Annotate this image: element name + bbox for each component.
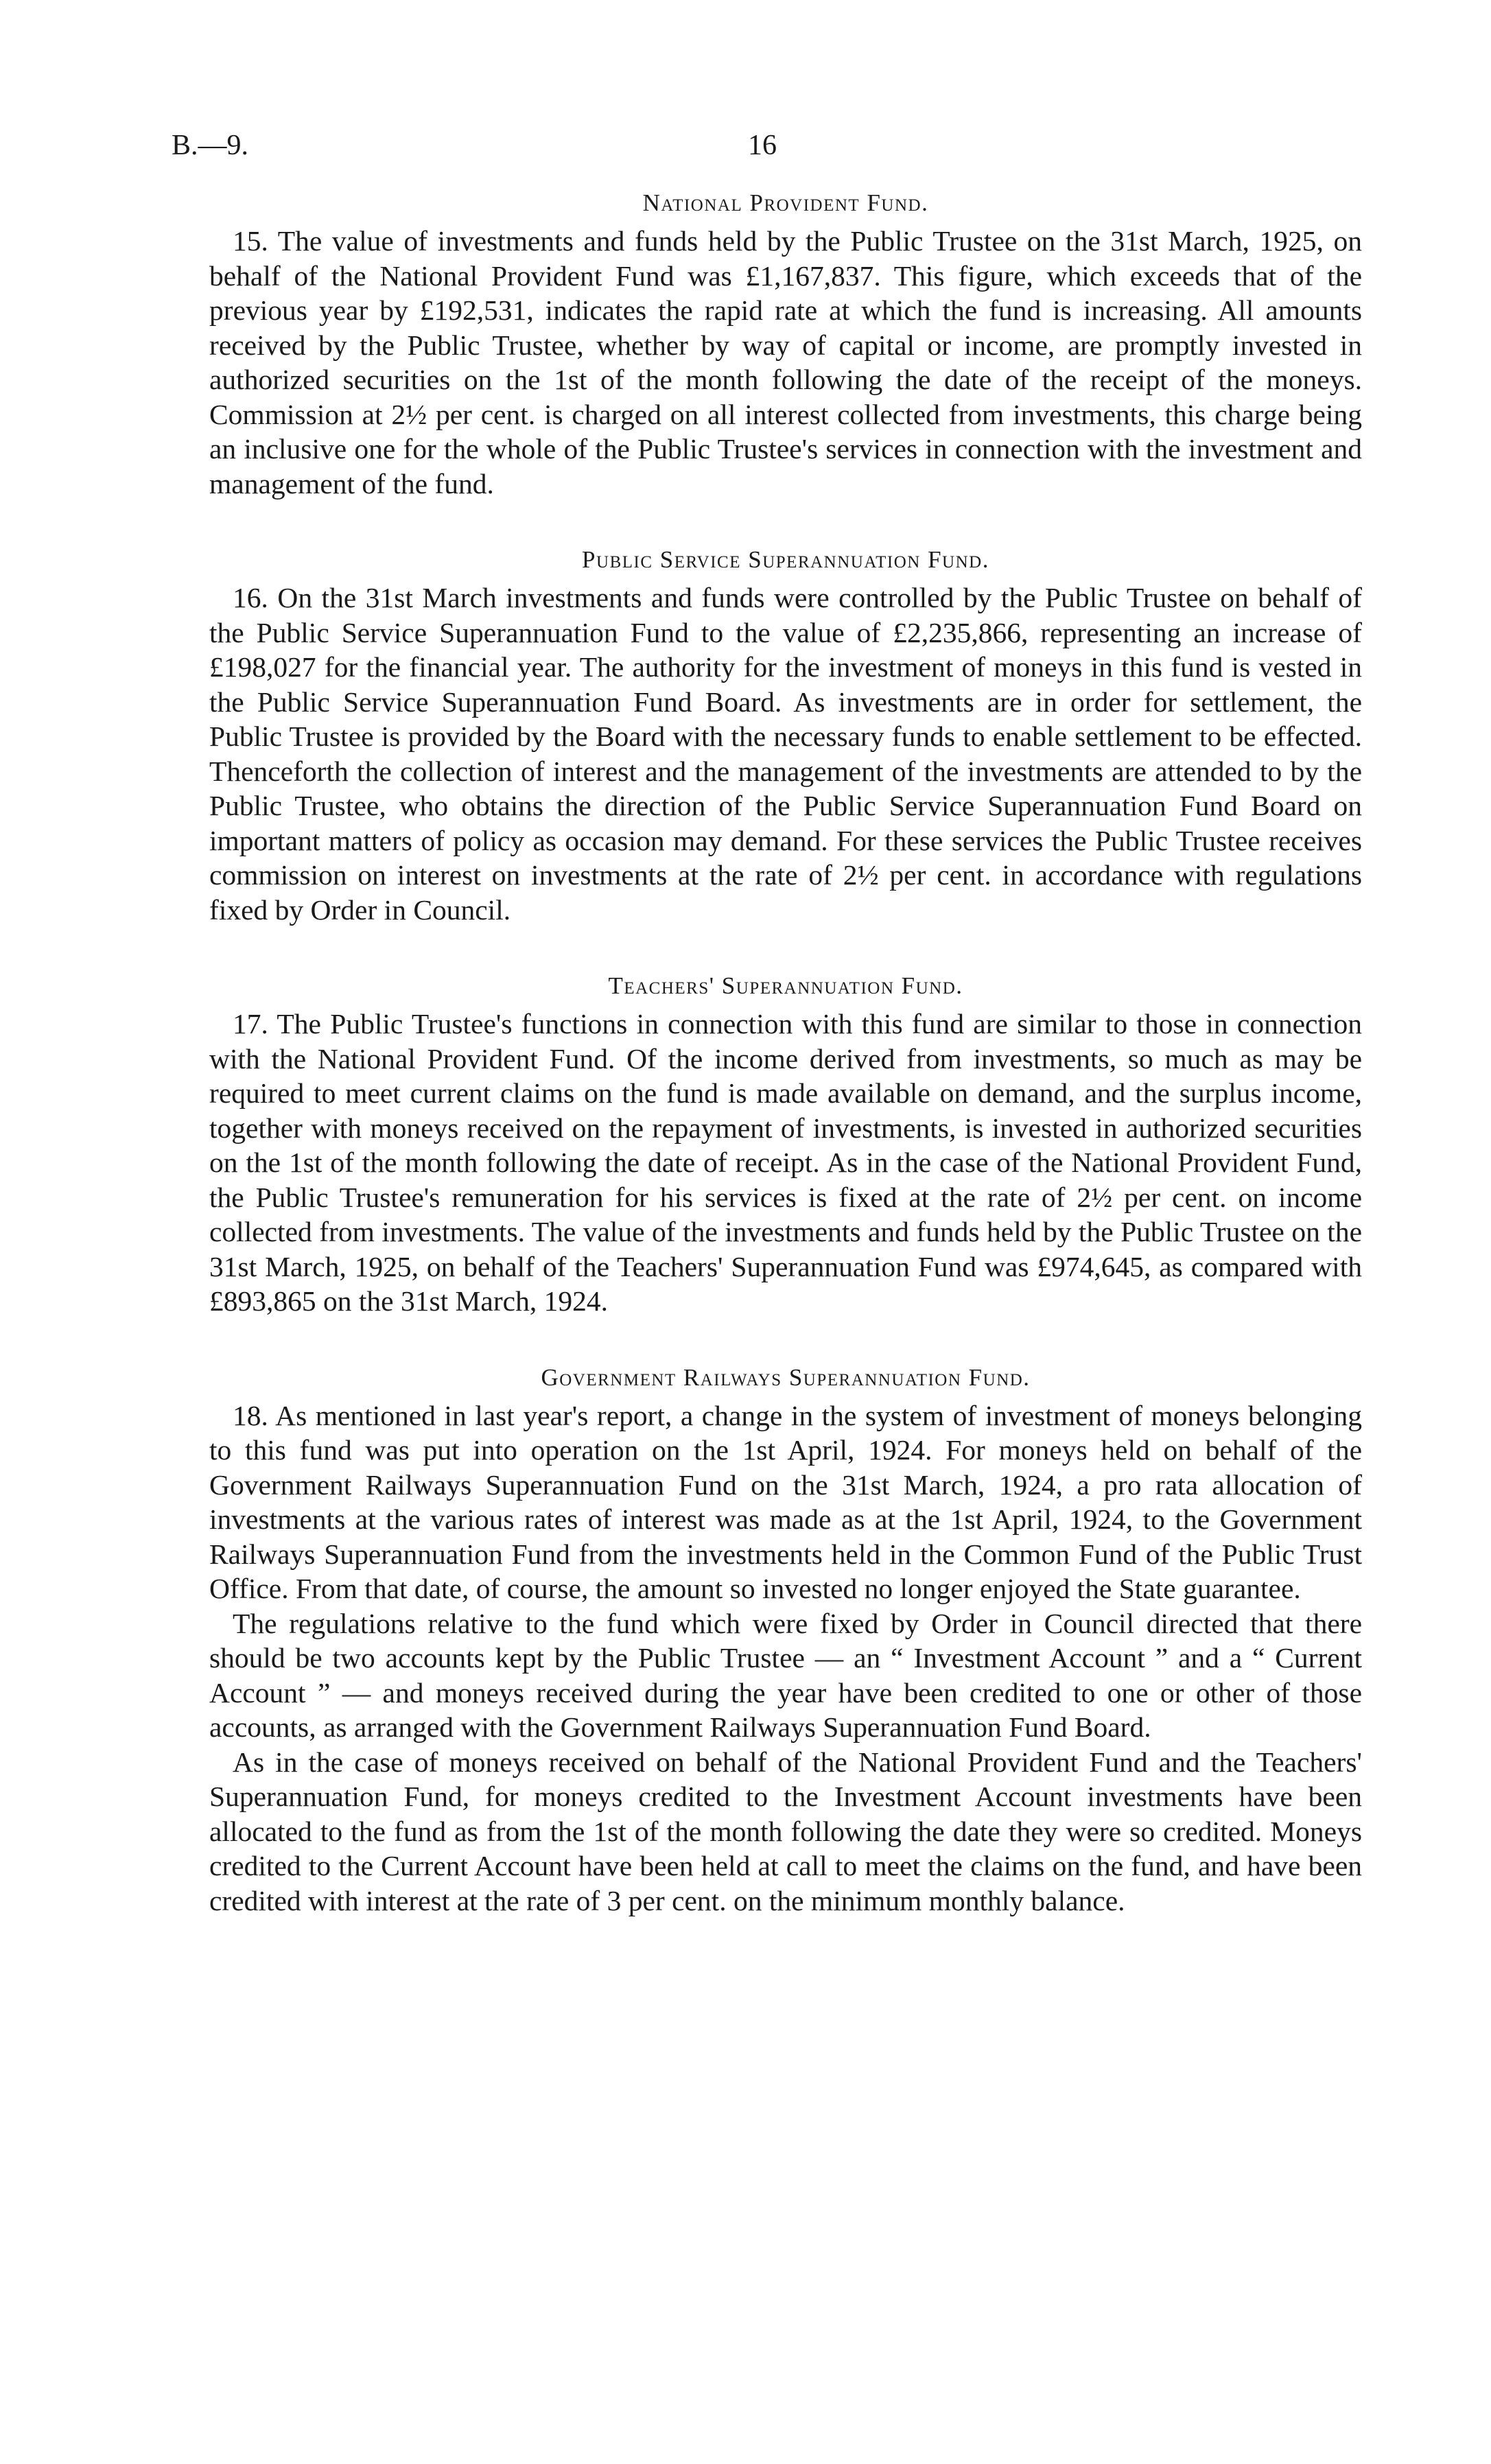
section-public-service-superannuation-fund [209,543,1362,927]
page-header [0,129,1491,170]
section-national-provident-fund [209,187,1362,501]
document-code: B.—9. [172,130,249,161]
page-body [209,187,1362,1918]
paragraph: 15. The value of investments and funds held by the Public Trustee on the 31st March, 1925, on behalf of the National Provident Fund was £1,167,837. This figure, which exceeds that of the previous year by £192,531, indicates the rapid rate at which the fund is increasing. All amounts received by the Public Trustee, whether by way of capital or income, are promptly invested in authorized securities on the 1st of the month following the date of the receipt of the moneys. Commission at 2½ per cent. is charged on all interest collected from investments, this charge being an inclusive one for the whole of the Public Trustee's services in connection with the investment and management of the fund. [209,225,1362,500]
paragraph: As in the case of moneys received on behalf of the National Provident Fund and the Teachers' Superannuation Fund, for moneys credited to the Investment Account investments have been allocated to the fund as from the 1st of the month following the date they were so credited. Moneys credited to the Current Account have been held at call to meet the claims on the fund, and have been credited with interest at the rate of 3 per cent. on the minimum monthly balance. [209,1746,1362,1916]
section-title: Teachers' Superannuation Fund. [608,972,963,999]
section-government-railways-superannuation-fund [209,1361,1362,1919]
paragraph: 16. On the 31st March investments and funds were controlled by the Public Trustee on behalf of the Public Service Superannuation Fund to the value of £2,235,866, representing an increase of £198,027 for the financial year. The authority for the investment of moneys in this fund is vested in the Public Service Superannuation Fund Board. As investments are in order for settlement, the Public Trustee is provided by the Board with the necessary funds to enable settlement to be effected. Thenceforth the collection of interest and the management of the investments are attended to by the Public Trustee, who obtains the direction of the Public Service Superannuation Fund Board on important matters of policy as occasion may demand. For these services the Public Trustee receives commission on interest on investments at the rate of 2½ per cent. in accordance with regulations fixed by Order in Council. [209,582,1362,926]
paragraph: 17. The Public Trustee's functions in connection with this fund are similar to those in connection with the National Provident Fund. Of the income derived from investments, so much as may be required to meet current claims on the fund is made available on demand, and the surplus income, together with moneys received on the repayment of investments, is invested in authorized securities on the 1st of the month following the date of receipt. As in the case of the National Provident Fund, the Public Trustee's remuneration for his services is fixed at the rate of 2½ per cent. on income collected from investments. The value of the investments and funds held by the Public Trustee on the 31st March, 1925, on behalf of the Teachers' Superannuation Fund was £974,645, as compared with £893,865 on the 31st March, 1924. [209,1008,1362,1317]
paragraph: The regulations relative to the fund which were fixed by Order in Council directed that there should be two accounts kept by the Public Trustee — an “ Investment Account ” and a “ Current Account ” — and moneys received during the year have been credited to one or other of those accounts, as arranged with the Government Railways Superannuation Fund Board. [209,1607,1362,1743]
section-title: Government Railways Superannuation Fund. [541,1363,1031,1391]
paragraph: 18. As mentioned in last year's report, a change in the system of investment of moneys belonging to this fund was put into operation on the 1st April, 1924. For moneys held on behalf of the Government Railways Superannuation Fund on the 31st March, 1924, a pro rata allocation of investments at the various rates of interest was made as at the 1st April, 1924, to the Government Railways Superannuation Fund from the investments held in the Common Fund of the Public Trust Office. From that date, of course, the amount so invested no longer enjoyed the State guarantee. [209,1399,1362,1604]
section-title: National Provident Fund. [642,189,929,216]
section-title: Public Service Superannuation Fund. [582,546,989,573]
section-teachers-superannuation-fund [209,970,1362,1319]
page-number: 16 [748,130,777,161]
